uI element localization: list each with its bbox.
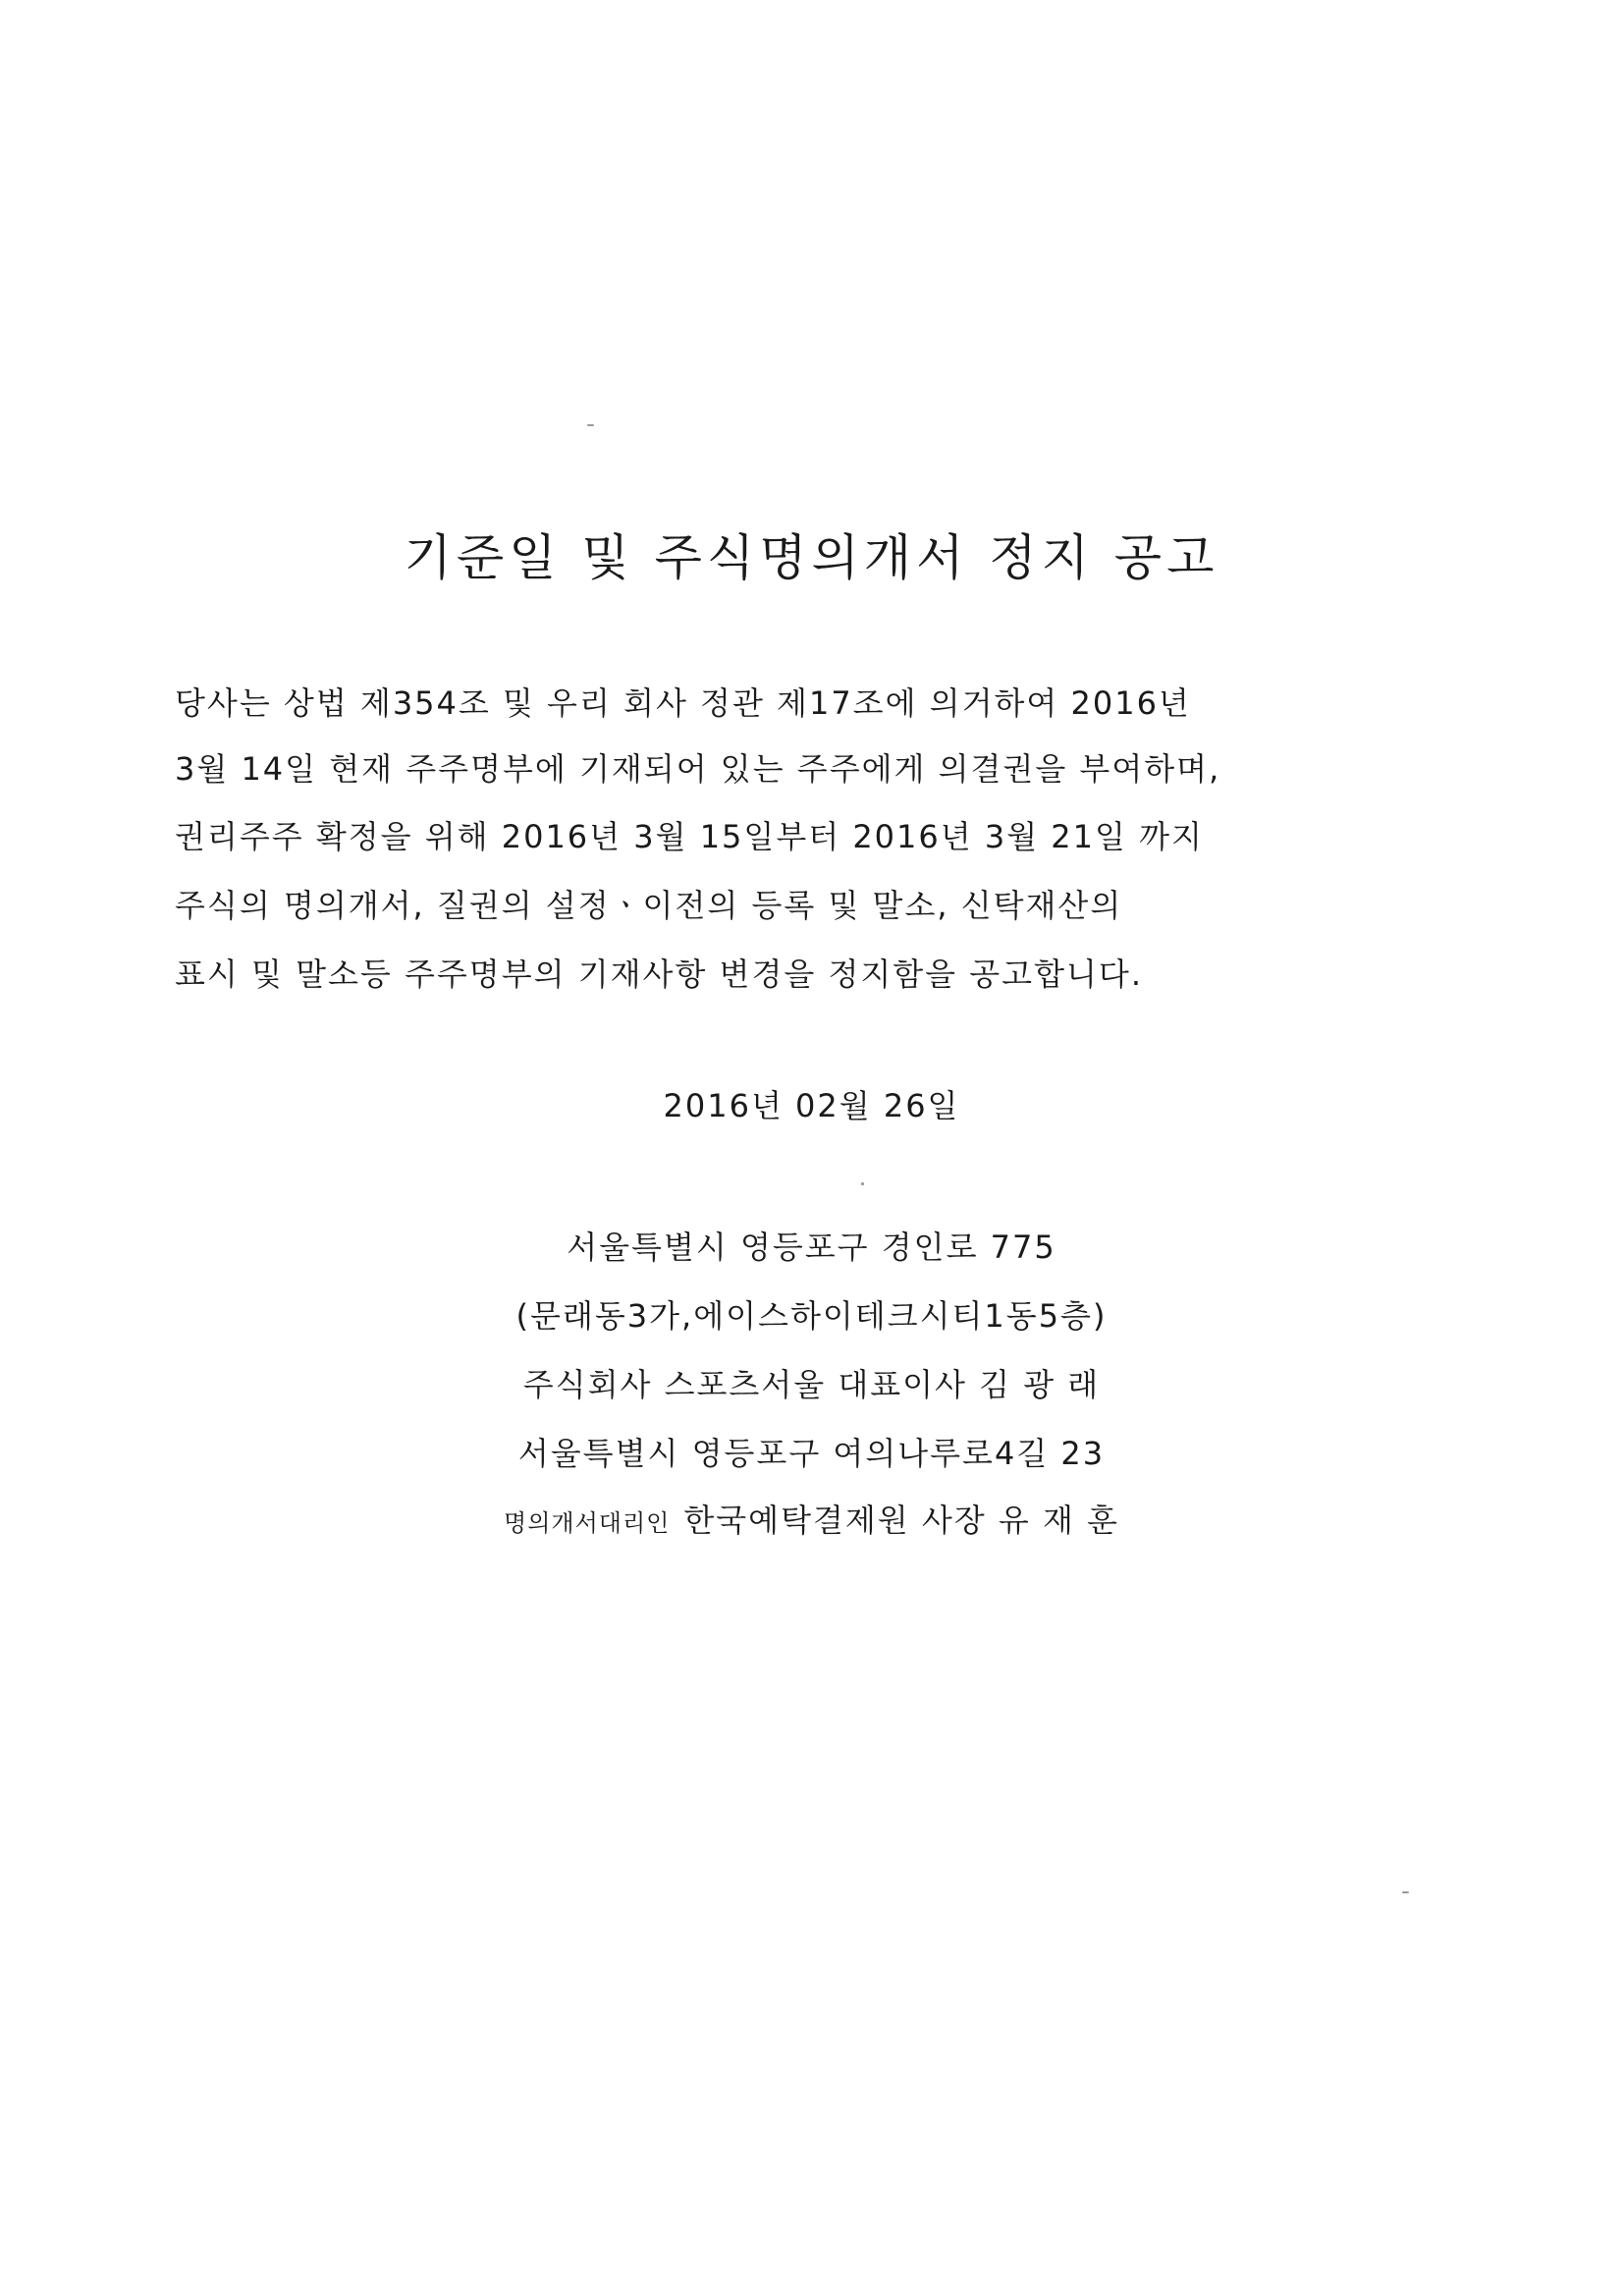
- transfer-agent-name: 한국예탁결제원 사장 유 재 훈: [683, 1502, 1119, 1539]
- body-line: 권리주주 확정을 위해 2016년 3월 15일부터 2016년 3월 21일 까지: [175, 818, 1204, 855]
- transfer-agent-line: [0, 1501, 1623, 1546]
- company-address-line2: (문래동3가,에이스하이테크시티1동5층): [515, 1297, 1108, 1335]
- body-line: 주식의 명의개서, 질권의 설정ㆍ이전의 등록 및 말소, 신탁재산의: [175, 887, 1123, 924]
- body-line: 3월 14일 현재 주주명부에 기재되어 있는 주주에게 의결권을 부여하며,: [175, 750, 1221, 788]
- transfer-agent-label: 명의개서대리인: [504, 1509, 671, 1537]
- company-name-line: 주식회사 스포츠서울 대표이사 김 광 래: [522, 1366, 1101, 1403]
- scan-speck: [861, 1182, 864, 1185]
- body-line: 표시 및 말소등 주주명부의 기재사항 변경을 정지함을 공고합니다.: [175, 956, 1144, 993]
- scan-speck: [1402, 1891, 1409, 1893]
- scan-speck: [587, 424, 594, 426]
- notice-title: 기준일 및 주식명의개서 정지 공고: [404, 529, 1219, 586]
- company-address-line1: 서울특별시 영등포구 경인로 775: [567, 1229, 1056, 1266]
- body-line: 당사는 상법 제354조 및 우리 회사 정관 제17조에 의거하여 2016년: [175, 684, 1191, 722]
- notice-date: 2016년 02월 26일: [663, 1087, 960, 1124]
- transfer-agent-address: 서울특별시 영등포구 여의나루로4길 23: [517, 1435, 1106, 1472]
